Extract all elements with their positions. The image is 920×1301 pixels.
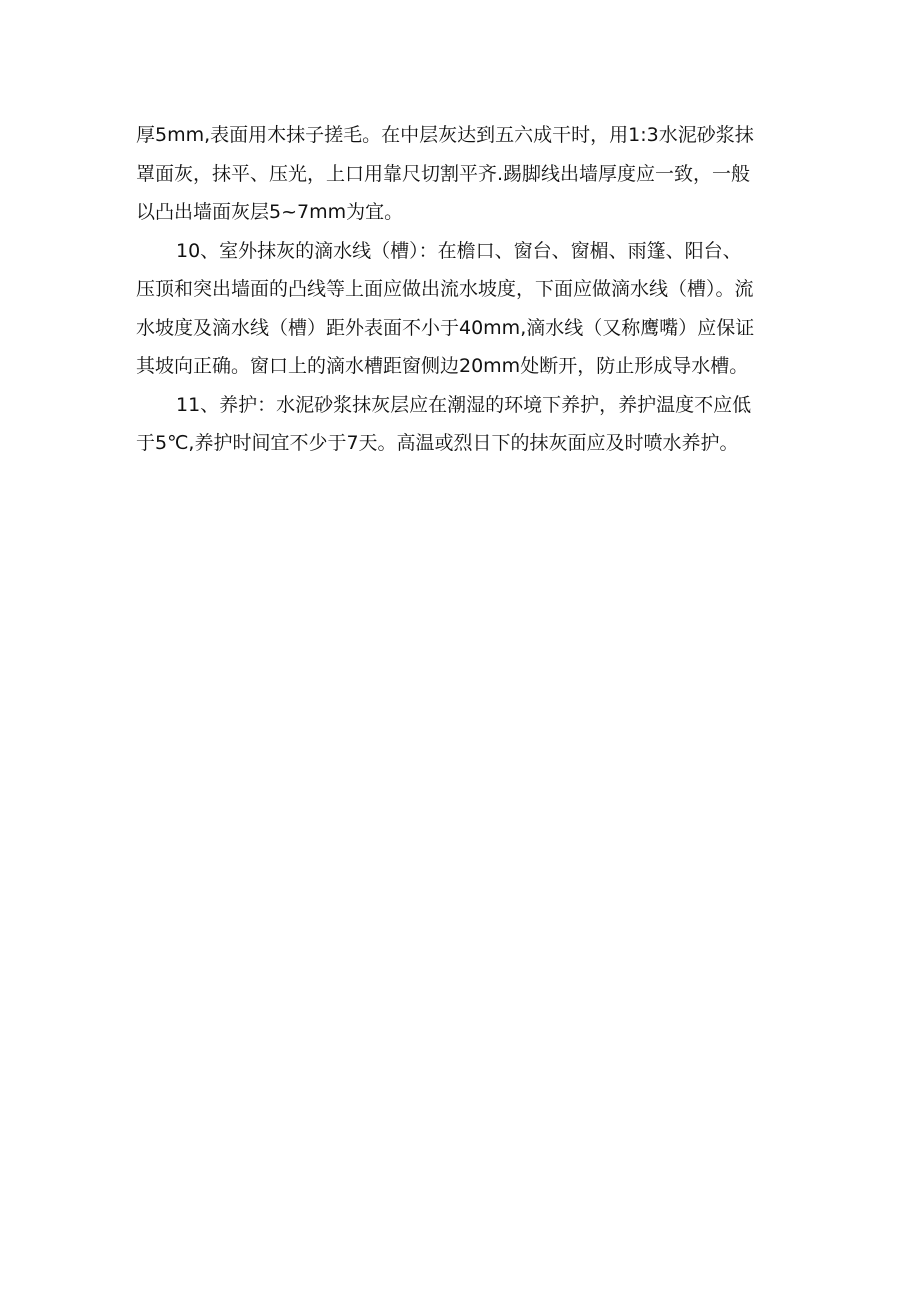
document-body <box>136 116 796 463</box>
text-line: 压顶和突出墙面的凸线等上面应做出流水坡度，下面应做滴水线（槽）。流 <box>136 278 754 300</box>
paragraph-drip-line <box>136 232 796 386</box>
text-line: 罩面灰，抹平、压光，上口用靠尺切割平齐.踢脚线出墙厚度应一致，一般 <box>136 162 751 185</box>
paragraph-curing <box>136 386 796 463</box>
text-line: 厚5mm,表面用木抹子搓毛。在中层灰达到五六成干时，用1:3水泥砂浆抹 <box>136 124 754 146</box>
text-line: 以凸出墙面灰层5~7mm为宜。 <box>136 201 404 223</box>
paragraph-plastering-base <box>136 116 796 232</box>
text-line: 于5℃,养护时间宜不少于7天。高温或烈日下的抹灰面应及时喷水养护。 <box>136 432 739 454</box>
text-line: 11、养护：水泥砂浆抹灰层应在潮湿的环境下养护，养护温度不应低 <box>176 393 752 416</box>
text-line: 10、室外抹灰的滴水线（槽）：在檐口、窗台、窗楣、雨篷、阳台、 <box>176 239 742 262</box>
text-line: 其坡向正确。窗口上的滴水槽距窗侧边20mm处断开，防止形成导水槽。 <box>136 355 749 377</box>
text-line: 水坡度及滴水线（槽）距外表面不小于40mm,滴水线（又称鹰嘴）应保证 <box>136 316 755 339</box>
